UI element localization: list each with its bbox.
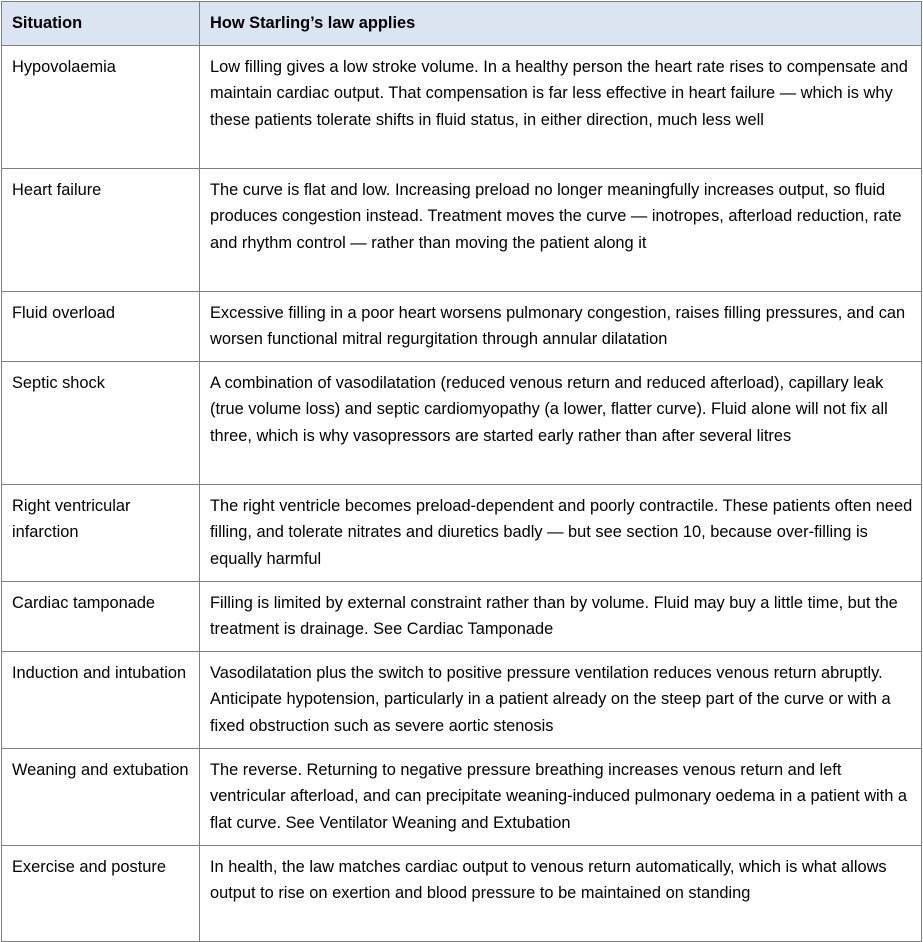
- table-row: [2, 45, 922, 168]
- explanation-cell: The reverse. Returning to negative pressure breathing increases venous return and left ventricular afterload, and can precipitate weaning-induced pulmonary oedema in a patient with a flat curve. See Ventilator Weaning and Extubation: [200, 748, 922, 845]
- table-row: [2, 291, 922, 361]
- table-row: [2, 651, 922, 748]
- situation-cell: Heart failure: [2, 168, 200, 291]
- explanation-cell: A combination of vasodilatation (reduced venous return and reduced afterload), capillary leak (true volume loss) and septic cardiomyopathy (a lower, flatter curve). Fluid alone will not fix all three, which is why vasopressors are started early rather than after several litres: [200, 361, 922, 484]
- header-how-starlings-law-applies: How Starling’s law applies: [200, 2, 922, 46]
- explanation-cell: In health, the law matches cardiac output to venous return automatically, which is what allows output to rise on exertion and blood pressure to be maintained on standing: [200, 845, 922, 941]
- table-row: [2, 845, 922, 941]
- table-row: [2, 581, 922, 651]
- situation-cell: Cardiac tamponade: [2, 581, 200, 651]
- header-row: [2, 2, 922, 46]
- starling-law-table: [1, 1, 922, 942]
- explanation-cell: The right ventricle becomes preload-dependent and poorly contractile. These patients often need filling, and tolerate nitrates and diuretics badly — but see section 10, because over-filling is equally harmful: [200, 484, 922, 581]
- header-situation: Situation: [2, 2, 200, 46]
- table-header: [2, 2, 922, 46]
- table-row: [2, 361, 922, 484]
- table-body: [2, 45, 922, 941]
- explanation-cell: The curve is flat and low. Increasing preload no longer meaningfully increases output, so fluid produces congestion instead. Treatment moves the curve — inotropes, afterload reduction, rate and rhythm control — rather than moving the patient along it: [200, 168, 922, 291]
- situation-cell: Induction and intubation: [2, 651, 200, 748]
- situation-cell: Fluid overload: [2, 291, 200, 361]
- starling-law-table-container: [1, 1, 921, 942]
- situation-cell: Weaning and extubation: [2, 748, 200, 845]
- situation-cell: Right ventricular infarction: [2, 484, 200, 581]
- explanation-cell: Vasodilatation plus the switch to positive pressure ventilation reduces venous return abruptly. Anticipate hypotension, particularly in a patient already on the steep part of the curve or with a fixed obstruction such as severe aortic stenosis: [200, 651, 922, 748]
- situation-cell: Hypovolaemia: [2, 45, 200, 168]
- table-row: [2, 484, 922, 581]
- explanation-cell: Excessive filling in a poor heart worsens pulmonary congestion, raises filling pressures, and can worsen functional mitral regurgitation through annular dilatation: [200, 291, 922, 361]
- situation-cell: Septic shock: [2, 361, 200, 484]
- explanation-cell: Filling is limited by external constraint rather than by volume. Fluid may buy a little time, but the treatment is drainage. See Cardiac Tamponade: [200, 581, 922, 651]
- explanation-cell: Low filling gives a low stroke volume. In a healthy person the heart rate rises to compensate and maintain cardiac output. That compensation is far less effective in heart failure — which is why these patients tolerate shifts in fluid status, in either direction, much less well: [200, 45, 922, 168]
- table-row: [2, 748, 922, 845]
- situation-cell: Exercise and posture: [2, 845, 200, 941]
- table-row: [2, 168, 922, 291]
